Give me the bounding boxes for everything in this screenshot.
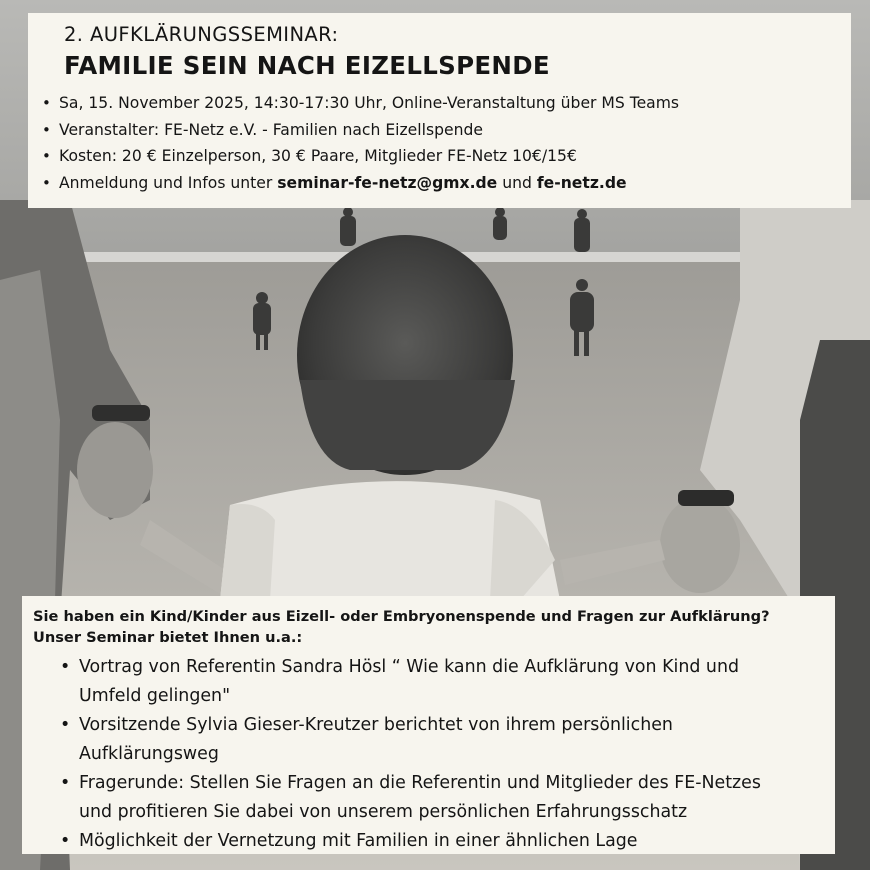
program-item-line: Möglichkeit der Vernetzung mit Familien in einer ähnlichen Lage xyxy=(79,831,638,851)
seminar-title: FAMILIE SEIN NACH EIZELLSPENDE xyxy=(64,51,550,80)
program-item-line: Vortrag von Referentin Sandra Hösl “ Wie kann die Aufklärung von Kind und xyxy=(79,657,740,677)
program-item-report xyxy=(79,711,835,769)
event-details-list xyxy=(42,90,829,196)
program-item-line: Umfeld gelingen" xyxy=(79,686,231,706)
seminar-number-title: 2. AUFKLÄRUNGSSEMINAR: xyxy=(64,23,339,46)
event-signup-item xyxy=(42,170,829,197)
event-date-item: • Sa, 15. November 2025, 14:30-17:30 Uhr, Online-Veranstaltung über MS Teams xyxy=(42,90,829,117)
program-item-line: Vorsitzende Sylvia Gieser-Kreutzer berichtet von ihrem persönlichen xyxy=(79,715,673,735)
program-item-line: Fragerunde: Stellen Sie Fragen an die Referentin und Mitglieder des FE-Netzes xyxy=(79,773,761,793)
event-organizer-item: • Veranstalter: FE-Netz e.V. - Familien nach Eizellspende xyxy=(42,117,829,144)
signup-middle: und xyxy=(497,173,537,192)
program-item-line: und profitieren Sie dabei von unserem persönlichen Erfahrungsschatz xyxy=(79,802,688,822)
event-cost-item: • Kosten: 20 € Einzelperson, 30 € Paare, Mitglieder FE-Netz 10€/15€ xyxy=(42,143,829,170)
program-item-questions xyxy=(79,769,835,827)
signup-prefix: Anmeldung und Infos unter xyxy=(59,173,278,192)
program-item-lecture xyxy=(79,653,835,711)
signup-website: fe-netz.de xyxy=(536,173,627,192)
event-info-panel xyxy=(28,13,851,208)
intro-offer: Unser Seminar bietet Ihnen u.a.: xyxy=(33,629,303,646)
seminar-program-list xyxy=(33,653,835,856)
intro-question: Sie haben ein Kind/Kinder aus Eizell- oder Embryonenspende und Fragen zur Aufklärung? xyxy=(33,608,770,625)
signup-email: seminar-fe-netz@gmx.de xyxy=(277,173,498,192)
program-item-line: Aufklärungsweg xyxy=(79,744,219,764)
seminar-content-panel xyxy=(22,596,835,854)
program-item-networking xyxy=(79,827,835,856)
